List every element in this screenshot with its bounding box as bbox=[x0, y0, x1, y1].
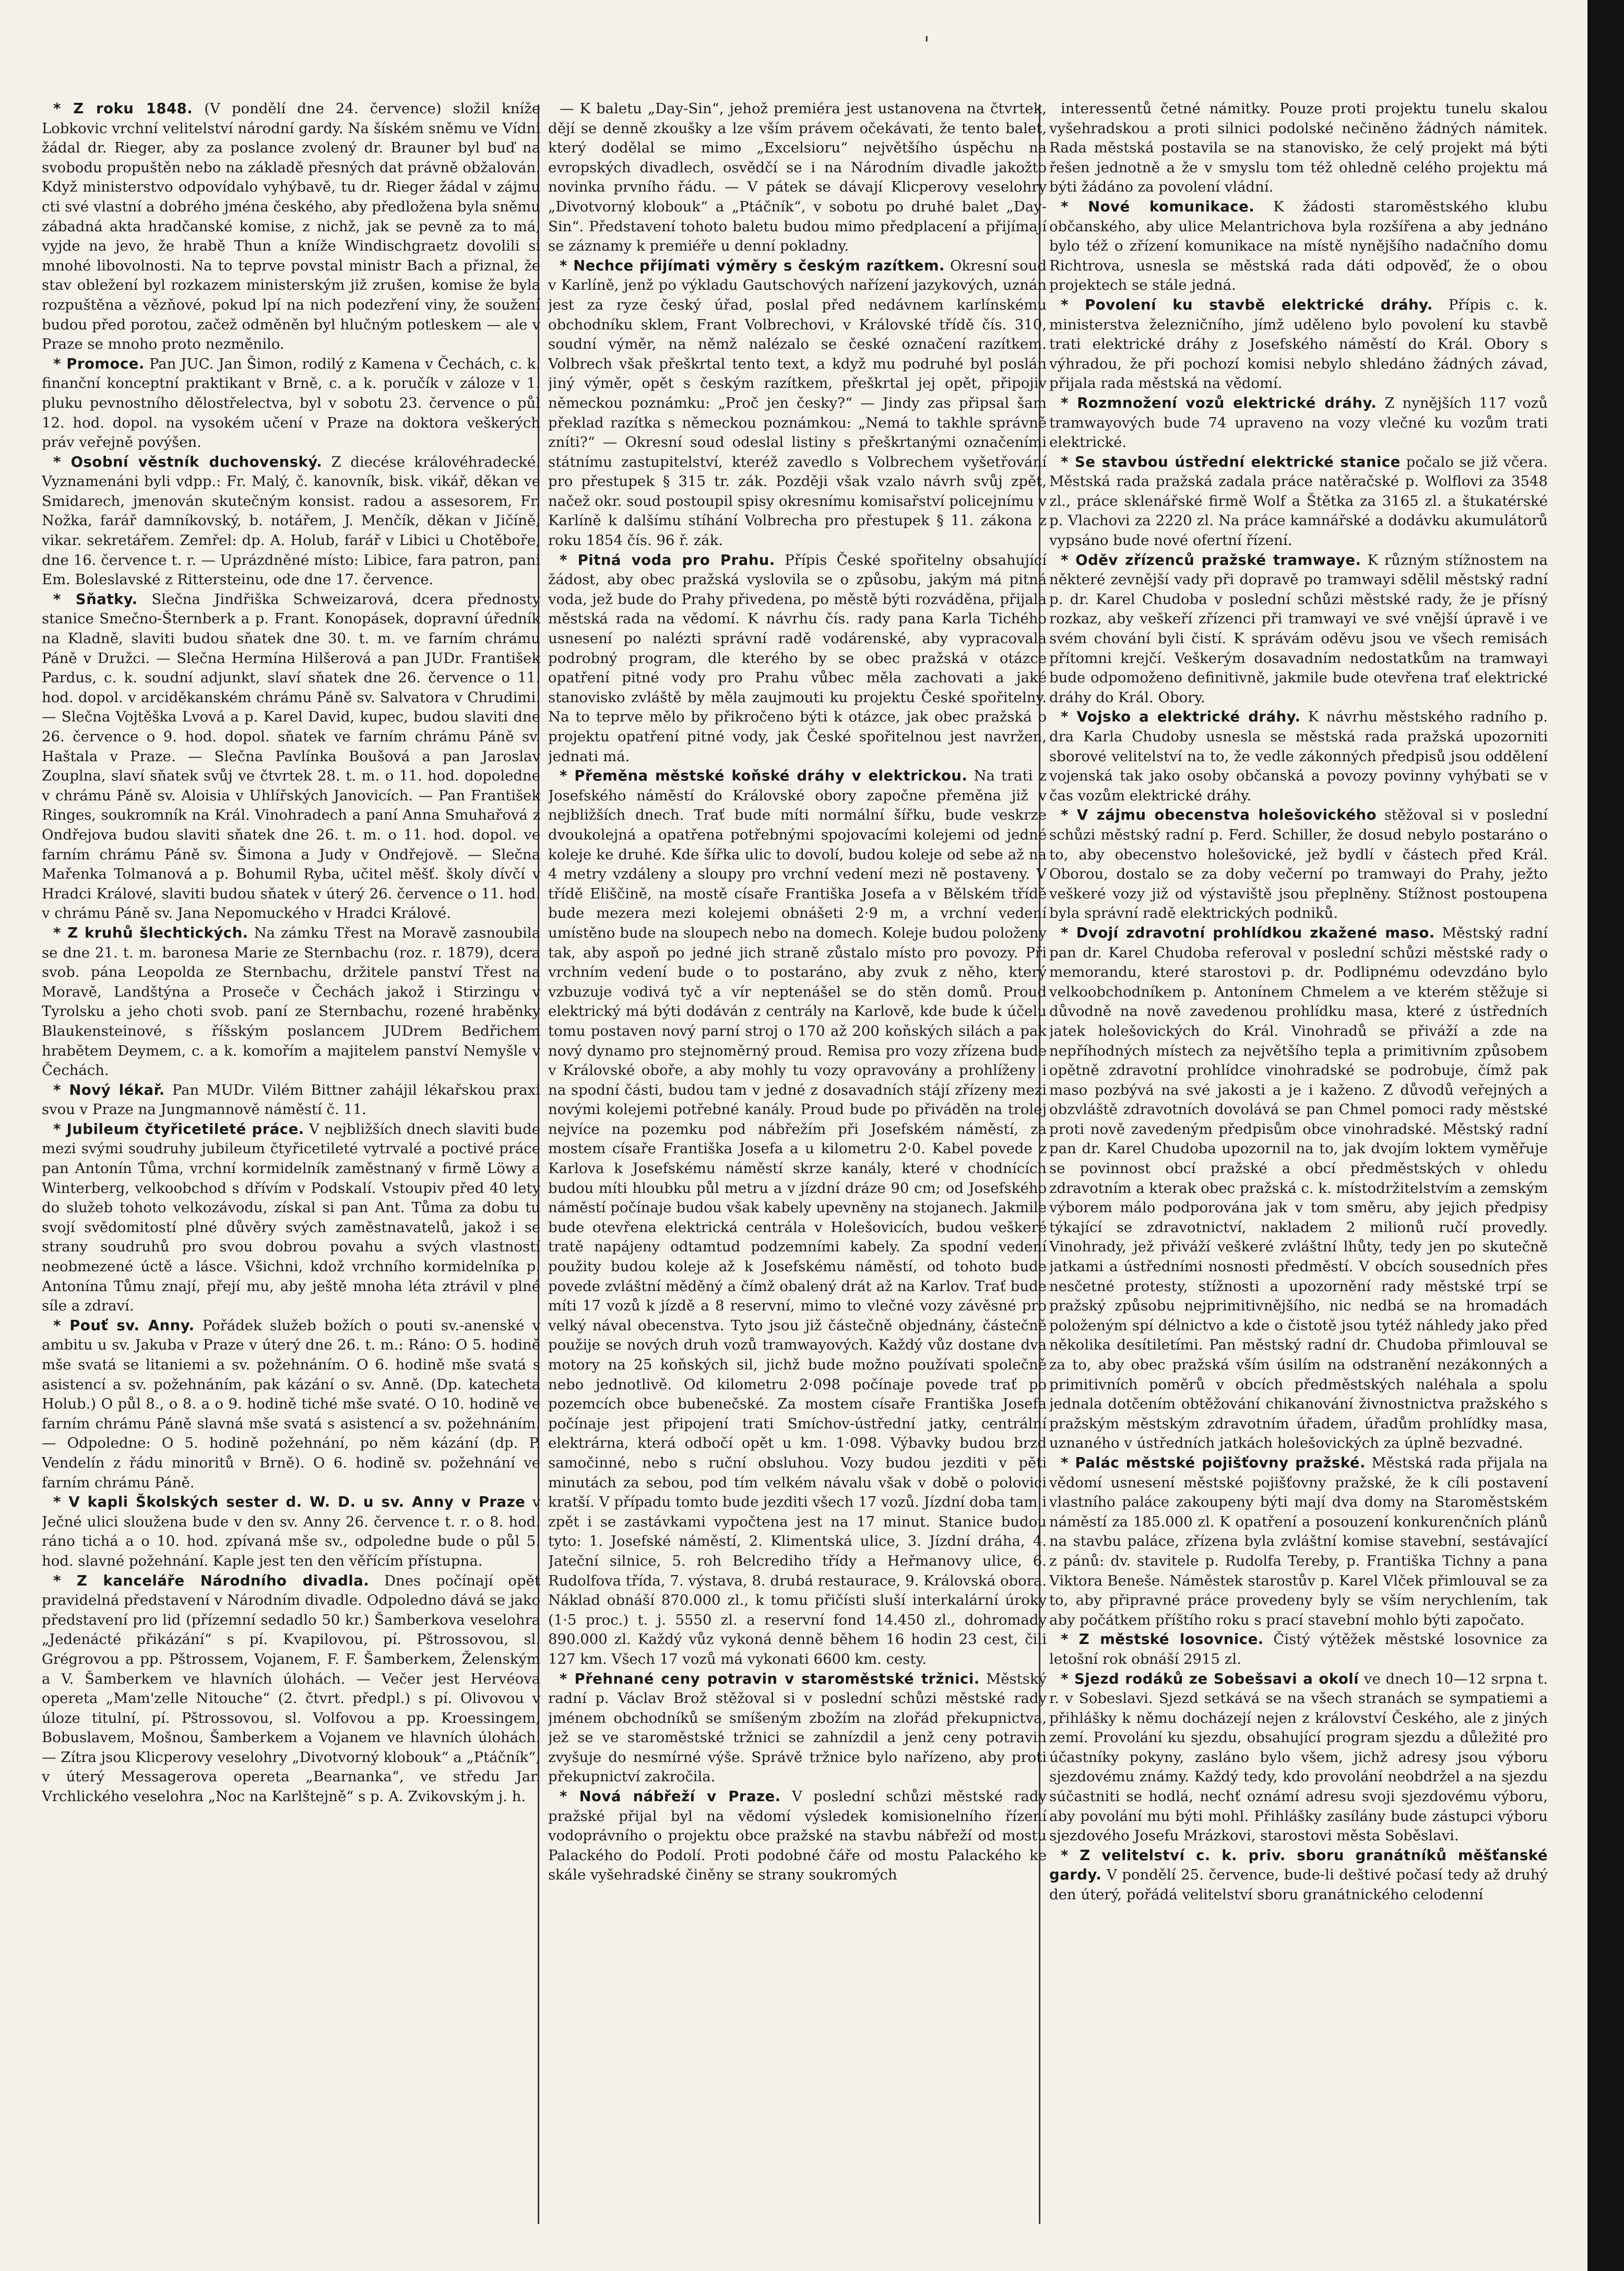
article-body: Okresní soud v Karlíně, jenž po výkladu Gautschových nařízení jazykových, uznán jest za ryze český úřad, poslal před nedávnem karlínskému obchodníku sklem, Frant Volbrechovi, v Královské třídě čís. 310, soudní výměr, na němž nalézalo se české označení razítkem. Volbrech však přeškrtal tento text, a když mu podruhé byl poslán jiný výměr, opět s českým razítkem, přeškrtal jej opět, připojiv německou poznámku: „Proč jen česky?“ — Jindy zas připsal šam překlad razítka s německou poznámkou: „Nemá to takhle správně zníti?“ — Okresní soud odeslal listiny s přeškrtanými označeními státnímu zastupitelství, kteréž zavedlo s Volbrechem vyšetřování pro přestupek § 315 tr. zák. Později však vzalo návrh svůj zpět, načež okr. soud postoupil spisy okresnímu komisařství policejnímu v Karlíně k dalšímu stíhání Volbrecha pro přestupek § 11. zákona z roku 1854 čís. 96 ř. zák. bbox=[548, 257, 1047, 549]
article-body: Čistý výtěžek městské losovnice za letošní rok obnáší 2915 zl. bbox=[1049, 1631, 1548, 1667]
article-headline: * Jubileum čtyřicetileté práce. bbox=[53, 1120, 304, 1138]
article-headline: * Nové komunikace. bbox=[1061, 198, 1255, 215]
article bbox=[1049, 453, 1548, 551]
article-headline: * Nový lékař. bbox=[53, 1081, 165, 1098]
article bbox=[1049, 924, 1548, 1453]
article bbox=[1049, 197, 1548, 295]
article-body: Z nynějších 117 vozů tramwayových bude 74 upraveno na vozy vlečné ku vozům trati elektrické. bbox=[1049, 394, 1548, 451]
article-body: Městský radní pan dr. Karel Chudoba referoval v poslední schůzi městské rady o memorandu, které starostovi p. dr. Podlipnému odevzdáno bylo velkoobchodníkem p. Antonínem Chmelem a ve kterém stěžuje si důvodně na nově zavedenou prohlídku masa, které z ústředních jatek holešovických do Král. Vinohradů se přiváží a zde na nepříhodných místech za největšího tepla a primitivním způsobem opětně zdravotní prohlídce vinohradské se podrobuje, čímž pak maso pozbývá na své jakosti a je i kaženo. Z důvodů veřejných a obzvláště zdravotních dovolává se pan Chmel pomoci rady městské proti nově zavedeným předpisům obce vinohradské. Městský radní pan dr. Karel Chudoba upozornil na to, jak dvojím loktem vyměřuje se povinnost obcí pražské a obcí předměstských v ohledu zdravotním a kterak obec pražská c. k. místodržitelstvím a zemským výborem málo podporována jak v tom směru, aby jejich předpisy týkající se zdravotnictví, nakladem 2 milionů ručí provedly. Vinohrady, jež přiváží veškeré zvláštní lhůty, tedy jen po skutečně jatkami a ústředními nosnosti předměstí. V obcích sousedních přes nesčetné protesty, stížnosti a upozornění rady městské trpí se pražský způsobu nejprimitivnějšího, nic nedbá se na hromadách položeným spí délnictvo a kde o čistotě jsou tytéž náhledy jako před několika desítiletími. Pan městský radní dr. Chudoba přimlouval se za to, aby obec pražská vším úsilím na odstranění nezákonných a primitivních poměrů v obcích předměstských naléhala a spolu jednala dotčením obtěžování chikanování živnostnictva pražského s pražským městským zdravotním úřadem, úřadům prohlídky masa, uznaného v ústředních jatkách holešovických za úplně bezvadné. bbox=[1049, 924, 1548, 1452]
article-headline: * Přehnané ceny potravin v staroměstské tržnici. bbox=[560, 1670, 980, 1687]
article-headline: * Pouť sv. Anny. bbox=[53, 1317, 195, 1334]
article-body: Pan JUC. Jan Šimon, rodilý z Kamena v Čechách, c. k. finanční konceptní praktikant v Brně, c. a k. poručík v záloze v 1. pluku pevnostního dělostřelectva, byl v sobotu 23. července o půl 12. hod. dopol. na vysokém učení v Praze na doktora veškerých práv veřejně povýšen. bbox=[42, 355, 540, 451]
article-body: V pondělí 25. července, bude-li deštivé počasí tedy až druhý den úterý, pořádá velitelství sboru granátnického celodenní bbox=[1049, 1866, 1548, 1903]
article-headline: * Přeměna městské koňské dráhy v elektrickou. bbox=[560, 767, 968, 785]
article-headline: * Z roku 1848. bbox=[53, 100, 193, 117]
article-body: ve dnech 10—12 srpna t. r. v Sobeslavi. Sjezd setkává se na všech stranách se sympatiemi a přihlášky k němu docházejí nejen z království Českého, ale z jiných zemí. Provolání ku sjezdu, obsahující program sjezdu a důležité pro účastníky pokyny, zasláno bylo všem, jichž adresy jsou výboru sjezdovému známy. Každý tedy, kdo provolání neobdržel a na sjezdu súčastniti se hodlá, nechť oznámí adresu svoji sjezdovému výboru, aby povolání mu býti mohl. Přihlášky zasílány bude zástupci výboru sjezdového Josefu Mrázkovi, starostovi města Soběslavi. bbox=[1049, 1670, 1548, 1844]
article bbox=[548, 766, 1047, 1669]
scan-edge bbox=[1587, 0, 1624, 2271]
article-body: Na trati z Josefského náměstí do Královské obory započne přeměna již v nejbližších dnech. Trať bude míti normální šířku, bude veskrze dvoukolejná a opatřena potřebnými spojovacími kolejemi od jedné koleje ke druhé. Kde šířka ulic to dovolí, budou koleje od sebe až na 4 metry vzdáleny a sloupy pro vrchní vedení mezi ně postaveny. V třídě Eliščině, na mostě císaře Františka Josefa a v Bělském třídě bude mezera mezi kolejemi obnášeti 2·9 m, a vrchní vedení umístěno bude na sloupech nebo na domech. Koleje budou položeny tak, aby aspoň po jedné jich straně zůstalo místo pro povozy. Při vrchním vedení bude o to postaráno, aby zvuk z něho, který vzbuzuje vodivá tyč a vír neptenášel se do stěn domů. Proud elektrický má býti dodáván z centrály na Karlově, kde bude k účelu tomu postaven nový parní stroj o 170 až 200 koňských silách a pak nový dynamo pro stejnoměrný proud. Remisa pro vozy zřízena bude v Královské oboře, a aby mohly tu vozy opravovány a prohlíženy i na spodní části, budou tam v jedné z dosavadních stájí zřízeny mezi novými kolejemi potřebné kanály. Proud bude po přiváděn na trolej nejvíce na pozemku pod nábřežím při Josefském náměstí, za mostem císaře Františka Josefa a u kilometru 2·0. Kabel povede z Karlova k Josefskému náměstí skrze kanály, které v chodnících budou míti hloubku půl metru a v jízdní dráze 90 cm; od Josefského náměstí počínaje budou však kabely upevněny na stojanech. Jakmile bude otevřena elektrická centrála v Holešovicích, budou veškeré tratě napájeny odtamtud podzemními kabely. Za spodní vedení použity budou koleje až k Josefskému náměstí, od tohoto bude povede zvláštní měděný a čímž obalený drát až na Karlov. Trať bude míti 17 vozů k jízdě a 8 reservní, mimo to vlečné vozy závěsné pro velký nával obecenstva. Tyto jsou již částečně objednány, částečně použije se nových druh vozů tramwayových. Každý vůz dostane dva motory na 25 koňských sil, jichž bude možno používati společně nebo jednotlivě. Od kilometru 2·098 počínaje povede trať po pozemcích obce bubenečské. Za mostem císaře Františka Josefa počínaje jest připojení trati Smíchov-ústřední jatky, centrální elektrárna, která odbočí opět u km. 1·098. Výbavky budou brzd samočinné, nebo s ruční obsluhou. Vozy budou jezditi v pěti minutách za sebou, pod tím velkém návalu však v době o polovici kratší. V případu tomto bude jezditi všech 17 vozů. Jízdní doba tam i zpět i se zastávkami vypočtena jest na 17 minut. Stanice budou tyto: 1. Josefské náměstí, 2. Klimentská ulice, 3. Jízdní dráha, 4. Jateční silnice, 5. roh Belcrediho třídy a Heřmanovy ulice, 6. Rudolfova třída, 7. výstava, 8. drubá restaurace, 9. Královská obora. Náklad obnáší 870.000 zl., k tomu přičísti sluší interkalární úroky (1·5 proc.) t. j. 5550 zl. a reservní fond 14.450 zl., dohromady 890.000 zl. Každý vůz vykoná denně během 16 hodin 23 cest, čili 127 km. Všech 17 vozů má vykonati 6600 km. cesty. bbox=[548, 767, 1047, 1667]
article-headline: * Z kruhů šlechtických. bbox=[53, 924, 248, 941]
article bbox=[42, 924, 540, 1081]
article-body: V poslední schůzi městské rady pražské přijal byl na vědomí výsledek komisionelního řízení vodoprávního o projektu obce pražské na stavbu nábřeží od mostu Palackého do Podolí. Proti podobné čáře od mostu Palackého ke skále vyšehradské činěny se strany soukromých bbox=[548, 1788, 1047, 1884]
article bbox=[42, 1493, 540, 1571]
article-headline: * Nechce přijímati výměry s českým razítkem. bbox=[560, 257, 945, 274]
article bbox=[42, 99, 540, 354]
column-3 bbox=[1049, 99, 1548, 2229]
article-body: Přípis České spořitelny obsahující žádost, aby obec pražská vyslovila se o způsobu, jakým má pitná voda, jež bude do Prahy přivedena, po městě býti rozváděna, přijala městská rada na vědomí. K návrhu čís. rady pana Karla Tichého usnesení po nalézti správní radě vodárenské, aby vypracovala podrobný program, dle kterého by se obec pražská v otázce opatření pitné vody pro Prahu vůbec měla zachovati a jaké stanovisko zvláště by měla zaujmouti ku projektu České spořitelny. Na to teprve mělo by přikročeno býti k otázce, jak obec pražská o projektu opatření pitné vody, jak České spořitelnou jest navržen, jednati má. bbox=[548, 551, 1047, 765]
article-headline: * V kapli Školských sester d. W. D. u sv. Anny v Praze bbox=[53, 1494, 526, 1511]
article-body: K návrhu městského radního p. dra Karla Chudoby usnesla se městská rada pražská upozorniti sborové velitelství na to, že vedle zákonných předpisů jsou oddělení vojenská tak jako osoby občanská a povozy povinny vyhýbati se v čas vozům elektrické dráhy. bbox=[1049, 708, 1548, 804]
article-body: interessentů četné námitky. Pouze proti projektu tunelu skalou vyšehradskou a proti silnici podolské nečiněno žádných námitek. Rada městská postavila se na stanovisko, že celý projekt má býti řešen jednotně a že v smyslu tom též ohledně celého projektu má býti žádáno za povolení vládní. bbox=[1049, 100, 1548, 196]
article-headline: * Vojsko a elektrické dráhy. bbox=[1061, 708, 1301, 726]
article-body: Dnes počínají opět pravidelná představení v Národním divadle. Odpoledno dává se jako představení pro lid (přízemní sedadlo 50 kr.) Šamberkova veselohra „Jedenácté přikázání“ s pí. Kvapilovou, pí. Pštrossovou, sl. Grégrovou a pp. Pštrossem, Vojanem, F. F. Šamberkem, Želenským a V. Šamberkem ve hlavních úlohách. — Večer jest Hervéova opereta „Mam'zelle Nitouche“ (2. čtvrt. předpl.) s pí. Olivovou v úloze titulní, pí. Pštrossovou, sl. Volfovou a pp. Kroessingem, Bobuslavem, Mošnou, Šamberkem a Vojanem ve hlavních úlohách. — Zítra jsou Klicperovy veselohry „Divotvorný klobouk“ a „Ptáčník“, v úterý Messagerova opereta „Bearnanka“, ve středu Jar. Vrchlického veselohra „Noc na Karlštejně“ s p. A. Zvikovským j. h. bbox=[42, 1572, 540, 1805]
column-2 bbox=[548, 99, 1047, 2229]
article bbox=[1049, 99, 1548, 197]
article-body: V nejbližších dnech slaviti bude mezi svými soudruhy jubileum čtyřicetileté vytrvalé a poctivé práce pan Antonín Tůma, vrchní kormidelník zaměstnaný v firmě Löwy a Winterberg, velkoobchod s dřívím v Podskalí. Vstoupiv před 40 lety do služeb tohoto velkozávodu, získal si pan Ant. Tůma za dobu tu svojí svědomitostí plné důvěry svých zaměstnavatelů, jakož i se strany soudruhů pro svou dobrou povahu a svých vlastností neobmezené úctě a lásce. Všichni, kdož vrchního kormidelníka p. Antonína Tůmu znají, přejí mu, aby ještě mnoha léta ztrávil v plné síle a zdraví. bbox=[42, 1120, 540, 1315]
article-body: Přípis c. k. ministerstva železničního, jímž uděleno bylo povolení ku stavbě trati elektrické dráhy z Josefského náměstí do Král. Obory s výhradou, že při pochozí komisi nebylo shledáno žádných závad, přijala rada městská na vědomí. bbox=[1049, 296, 1548, 392]
article-headline: * Oděv zřízenců pražské tramwaye. bbox=[1061, 551, 1361, 569]
article bbox=[548, 551, 1047, 767]
article-headline: * Z velitelství c. k. priv. sboru granátníků měšťanské gardy. bbox=[1049, 1847, 1548, 1884]
article-headline: * Sňatky. bbox=[53, 590, 138, 608]
article bbox=[1049, 707, 1548, 806]
article-headline: * Promoce. bbox=[53, 355, 145, 372]
article-headline: * Rozmnožení vozů elektrické dráhy. bbox=[1061, 394, 1377, 411]
article bbox=[1049, 1846, 1548, 1905]
article-body: Městská rada přijala na vědomí usnesení městské pojišťovny pražské, že k cíli postavení vlastního paláce zakoupeny býti mají dva domy na Staroměstském náměstí za 185.000 zl. K opatření a posouzení konkurenčních plánů na stavbu paláce, zřízena byla zvláštní komise stavební, sestávající z pánů: dv. stavitele p. Rudolfa Tereby, p. Františka Tichny a pana Viktora Beneše. Náměstek starostův p. Karel Vlček přimlouval se za to, aby připravné práce provedeny byly se vším nerychlením, tak aby počátkem příštího roku s prací stavební mohlo býti započato. bbox=[1049, 1454, 1548, 1628]
article bbox=[42, 453, 540, 590]
article-headline: * Z městské losovnice. bbox=[1061, 1631, 1264, 1648]
article bbox=[548, 256, 1047, 551]
article-body: Slečna Jindřiška Schweizarová, dcera přednosty stanice Smečno-Šternberk a p. Frant. Konopásek, dopravní úředník na Kladně, slaviti budou sňatek dne 30. t. m. ve farním chrámu Páně v Družci. — Slečna Hermína Hilšerová a pan JUDr. František Pardus, c. k. soudní adjunkt, slaví sňatek dne 26. července o 11. hod. dopol. v arciděkanském chrámu Páně sv. Salvatora v Chrudimi. — Slečna Vojtěška Lvová a p. Karel David, kupec, budou slaviti dne 26. července o 9. hod. dopol. sňatek ve farním chrámu Páně sv. Haštala v Praze. — Slečna Pavlínka Boušová a pan Jaroslav Zouplna, slaví sňatek svůj ve čtvrtek 28. t. m. o 11. hod. dopoledne v chrámu Páně sv. Aloisia v Uhlířských Janovicích. — Pan František Ringes, soukromník na Král. Vinohradech a paní Anna Smuhařová z Ondřejova budou slaviti sňatek dne 26. t. m. o 11. hod. dopol. ve farním chrámu Páně sv. Šimona a Judy v Ondřejově. — Slečna Mařenka Tolmanová a p. Bohumil Ryba, učitel měšť. školy dívčí v Hradci Králové, slaviti budou sňatek v úterý 26. července o 11. hod. v chrámu Páně sv. Jana Nepomuckého v Hradci Králové. bbox=[42, 590, 540, 922]
article bbox=[1049, 1670, 1548, 1846]
article-headline: * Z kanceláře Národního divadla. bbox=[53, 1572, 370, 1589]
article-headline: * Povolení ku stavbě elektrické dráhy. bbox=[1061, 296, 1433, 313]
article-body: Pořádek služeb božích o pouti sv.-anenské v ambitu u sv. Jakuba v Praze v úterý dne 26. t. m.: Ráno: O 5. hodině mše svatá se litaniemi a sv. požehnáním. O 6. hodině mše svatá s asistencí a sv. požehnáním, pak kázání o sv. Anně. (Dp. katecheta Holub.) O půl 8., o 8. a o 9. hodině tiché mše svaté. O 10. hodině ve farním chrámu Páně slavná mše svatá s asistencí a sv. požehnáním. — Odpoledne: O 5. hodině požehnání, po něm kázání (dp. P. Vendelín z řádu minoritů v Brně). O 6. hodině sv. požehnání ve farním chrámu Páně. bbox=[42, 1317, 540, 1491]
article bbox=[1049, 1630, 1548, 1669]
article-headline: * Nová nábřeží v Praze. bbox=[560, 1788, 781, 1805]
article-headline: * Dvojí zdravotní prohlídkou zkažené maso. bbox=[1061, 924, 1435, 941]
article bbox=[548, 1787, 1047, 1885]
article bbox=[1049, 806, 1548, 924]
article bbox=[1049, 394, 1548, 453]
article-body: Z diecése královéhradecké. Vyznamenáni byli vdpp.: Fr. Malý, č. kanovník, bisk. vikář, děkan ve Smidarech, jmenován skutečným konsist. radou a assesorem, Fr. Nožka, farář damníkovský, b. notářem, J. Menčík, děkan v Jičíně, vikar. sekretářem. Zemřel: dp. A. Holub, farář v Libici u Chotěboře, dne 16. července t. r. — Uprázdněné místo: Libice, fara patron, pani Em. Boleslavské z Rittersteinu, ode dne 17. července. bbox=[42, 453, 540, 588]
article-headline: * Sjezd rodáků ze Sobešsavi a okolí bbox=[1061, 1670, 1359, 1687]
article-body: Pan MUDr. Vilém Bittner zahájil lékařskou praxi svou v Praze na Jungmannově náměstí č. 11. bbox=[42, 1081, 540, 1118]
article bbox=[42, 1316, 540, 1493]
article-body: Na zámku Třest na Moravě zasnoubila se dne 21. t. m. baronesa Marie ze Sternbachu (roz. r. 1879), dcera svob. pána Leopolda ze Sternbachu, držitele panství Třest na Moravě, Landštýna a Proseče v Čechách jakož i Stirzingu v Tyrolsku a jeho choti svob. paní ze Sternbachu, rozené hraběnky Blaukensteinové, s říšským poslancem JUDrem Bedřichem hrabětem Deymem, c. a k. komořím a majitelem panství Nemyšle v Čechách. bbox=[42, 924, 540, 1079]
article-body: — K baletu „Day-Sin“, jehož premiéra jest ustanovena na čtvrtek, dějí se denně zkoušky a lze vším právem očekávati, že tento balet, který dodělal se mimo „Excelsioru“ největšího úspěchu na evropských divadlech, osvědčí se i na Národním divadle jakožto novinka prvního řádu. — V pátek se dávají Klicperovy veselohry „Divotvorný klobouk“ a „Ptáčník“, v sobotu po druhé balet „Day-Sin“. Představení tohoto baletu budou mimo předplacení a přijímají se záznamy k premiéře u denní pokladny. bbox=[548, 100, 1047, 255]
article-body: (V pondělí dne 24. července) složil kníže Lobkovic vrchní velitelství národní gardy. Na šíském sněmu ve Vídni žádal dr. Rieger, aby za poslance zvolený dr. Brauner byl buď na svobodu propuštěn nebo na základě přesných dat právně obžalován. Když ministerstvo odpovídalo vyhýbavě, tu dr. Rieger žádal v zájmu cti své vlastní a dobrého jména českého, aby předložena byla sněmu zábadná akta hradčanské komise, z nichž, jak se pevně za to má, vyjde na jevo, že hrabě Thun a kníže Windischgraetz dovolili si mnohé libovolnosti. Na to teprve povstal ministr Bach a přiznal, že stav obležení byl rozkazem ministerským již zrušen, komise že byla rozpuštěna a vězňové, pokud lpí na nich podezření viny, že soužení budou před porotou, začež odměněn byl hlučným potleskem — ale v Praze se mnoho proto nezměnilo. bbox=[42, 100, 540, 353]
article-body: K různým stížnostem na některé zevnější vady při dopravě po tramwayi sdělil městský radní p. dr. Karel Chudoba v poslední schůzi městské rady, že je přísný rozkaz, aby veškeří zřízenci při tramwayi ve své vnější úpravě i ve svém chování byli čistí. K správám oděvu jsou ve všech remisách přítomni krejčí. Veškerým dosavadním nedostatkům na tramwayi bude odpomoženo definitivně, jakmile bude otevřena trať elektrické dráhy do Král. Obory. bbox=[1049, 551, 1548, 706]
article bbox=[42, 1571, 540, 1807]
article bbox=[548, 99, 1047, 256]
article bbox=[548, 1670, 1047, 1788]
article bbox=[42, 354, 540, 453]
article-headline: * Pitná voda pro Prahu. bbox=[560, 551, 775, 569]
article bbox=[42, 590, 540, 924]
article-headline: * Se stavbou ústřední elektrické stanice bbox=[1061, 453, 1401, 470]
article-body: K žádosti staroměstského klubu občanského, aby ulice Melantrichova byla rozšířena a aby jednáno bylo též o zřízení komunikace na místě nynějšího nadačního domu Richtrova, usnesla se městská rada dáti odpověď, že o obou projektech se stále jedná. bbox=[1049, 198, 1548, 294]
article-headline: * Palác městské pojišťovny pražské. bbox=[1061, 1454, 1366, 1471]
article-body: stěžoval si v poslední schůzi městský radní p. Ferd. Schiller, že dosud nebylo postaráno o to, aby obecenstvo holešovické, jež bydlí v částech před Král. Oborou, dostalo se za doby večerní po tramwayi do Prahy, ježto veškeré vozy již od výstaviště jsou přeplněny. Stížnost postoupena byla správní radě elektrických podniků. bbox=[1049, 807, 1548, 922]
article-body: počalo se již včera. Městská rada pražská zadala práce natěračské p. Wolflovi za 3548 zl., práce sklenářské firmě Wolf a Štětka za 3165 zl. a štukatérské p. Vlachovi za 2220 zl. Na práce kamnářské a dodávku akumulátorů vypsáno bude nové ofertní řízení. bbox=[1049, 453, 1548, 549]
article bbox=[1049, 1453, 1548, 1630]
article-headline: * Osobní věstník duchovenský. bbox=[53, 453, 323, 470]
article bbox=[42, 1120, 540, 1316]
article-headline: * V zájmu obecenstva holešovického bbox=[1061, 807, 1377, 824]
column-1 bbox=[42, 99, 540, 2229]
article-body: Městský radní p. Václav Brož stěžoval si v poslední schůzi městské rady jménem obchodníků se smíšeným zbožím na zlořád překupnictva, jež se ve staroměstské tržnici se zahnízdil a jenž ceny potravin zvyšuje do nesmírné výše. Správě tržnice bylo nařízeno, aby proti překupnictví zakročila. bbox=[548, 1670, 1047, 1785]
article bbox=[1049, 295, 1548, 394]
top-mark: ' bbox=[924, 32, 930, 55]
article bbox=[1049, 551, 1548, 708]
article bbox=[42, 1081, 540, 1120]
article-body: v Ječné ulici sloužena bude v den sv. Anny 26. července t. r. o 8. hod. ráno tichá a o 10. hod. zpívaná mše sv., odpoledne bude o půl 5. hod. slavné požehnání. Kaple jest ten den věřícím přístupna. bbox=[42, 1494, 540, 1569]
